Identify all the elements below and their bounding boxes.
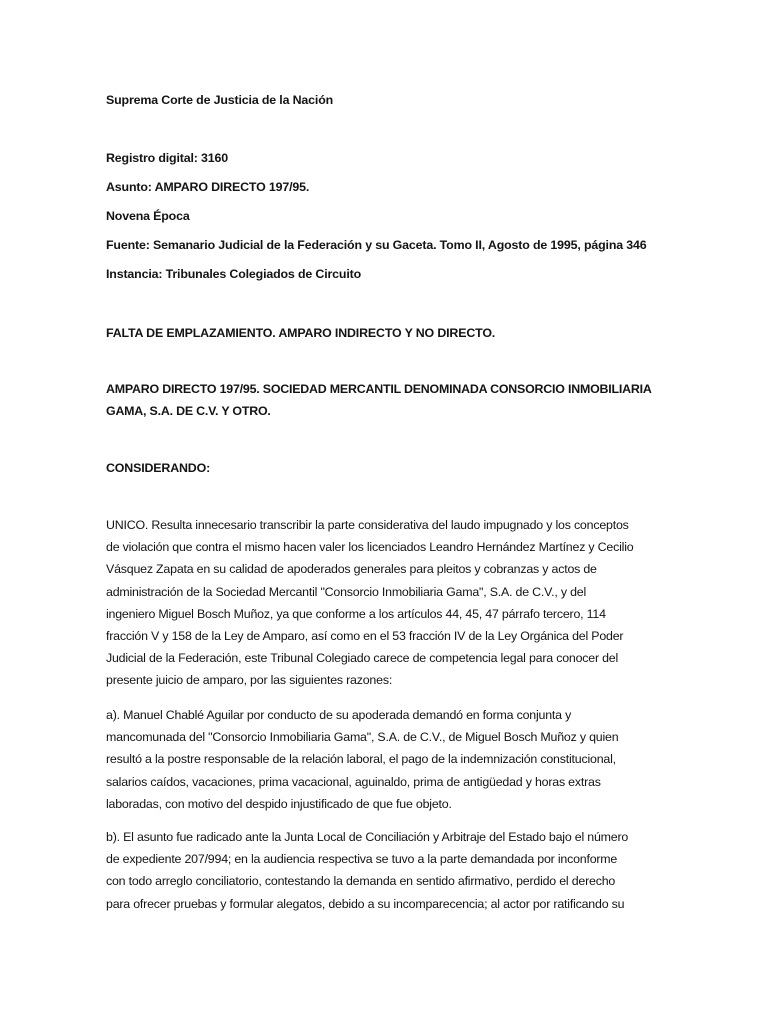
paragraph-a — [106, 704, 666, 815]
fuente: Fuente: Semanario Judicial de la Federación y su Gaceta. Tomo II, Agosto de 1995, página 346 — [106, 238, 647, 252]
paragraph-line: de violación que contra el mismo hacen valer los licenciados Leandro Hernández Martínez y Cecilio — [106, 540, 634, 555]
rubro-title: FALTA DE EMPLAZAMIENTO. AMPARO INDIRECTO Y NO DIRECTO. — [106, 326, 496, 340]
precedente-heading — [106, 378, 666, 422]
paragraph-line: UNICO. Resulta innecesario transcribir la parte considerativa del laudo impugnado y los conceptos — [106, 518, 629, 532]
paragraph-line: Judicial de la Federación, este Tribunal Colegiado carece de competencia legal para conocer del — [106, 651, 619, 666]
instancia: Instancia: Tribunales Colegiados de Circuito — [106, 267, 362, 281]
considerando-heading: CONSIDERANDO: — [106, 461, 211, 475]
paragraph-line: administración de la Sociedad Mercantil "Consorcio Inmobiliaria Gama", S.A. de C.V., y del — [106, 584, 587, 599]
paragraph-line: salarios caídos, vacaciones, prima vacacional, aguinaldo, prima de antigüedad y horas extras — [106, 774, 601, 789]
paragraph-line: para ofrecer pruebas y formular alegatos, debido a su incomparecencia; al actor por ratificando su — [106, 896, 625, 911]
precedente-line: AMPARO DIRECTO 197/95. SOCIEDAD MERCANTIL DENOMINADA CONSORCIO INMOBILIARIA — [106, 382, 652, 396]
paragraph-line: con todo arreglo conciliatorio, contestando la demanda en sentido afirmativo, perdido el derecho — [106, 874, 616, 889]
paragraph-line: resultó a la postre responsable de la relación laboral, el pago de la indemnización constitucional, — [106, 752, 616, 767]
asunto: Asunto: AMPARO DIRECTO 197/95. — [106, 180, 310, 194]
paragraph-line: presente juicio de amparo, por las siguientes razones: — [106, 673, 393, 688]
paragraph-line: a). Manuel Chablé Aguilar por conducto de su apoderada demandó en forma conjunta y — [106, 708, 572, 722]
paragraph-line: fracción V y 158 de la Ley de Amparo, así como en el 53 fracción IV de la Ley Orgánica del Poder — [106, 629, 624, 644]
paragraph-line: b). El asunto fue radicado ante la Junta Local de Conciliación y Arbitraje del Estado bajo el número — [106, 830, 629, 844]
precedente-line: GAMA, S.A. DE C.V. Y OTRO. — [106, 404, 271, 419]
court-name: Suprema Corte de Justicia de la Nación — [106, 93, 334, 107]
paragraph-line: mancomunada del "Consorcio Inmobiliaria Gama", S.A. de C.V., de Miguel Bosch Muñoz y quien — [106, 730, 619, 745]
paragraph-unico — [106, 514, 666, 692]
epoca: Novena Época — [106, 209, 190, 223]
paragraph-line: ingeniero Miguel Bosch Muñoz, ya que conforme a los artículos 44, 45, 47 párrafo tercero, 114 — [106, 606, 606, 621]
paragraph-b — [106, 826, 666, 915]
paragraph-line: de expediente 207/994; en la audiencia respectiva se tuvo a la parte demandada por inconforme — [106, 852, 618, 867]
registro-digital: Registro digital: 3160 — [106, 151, 229, 165]
paragraph-line: laboradas, con motivo del despido injustificado de que fue objeto. — [106, 796, 452, 811]
paragraph-line: Vásquez Zapata en su calidad de apoderados generales para pleitos y cobranzas y actos de — [106, 562, 597, 577]
